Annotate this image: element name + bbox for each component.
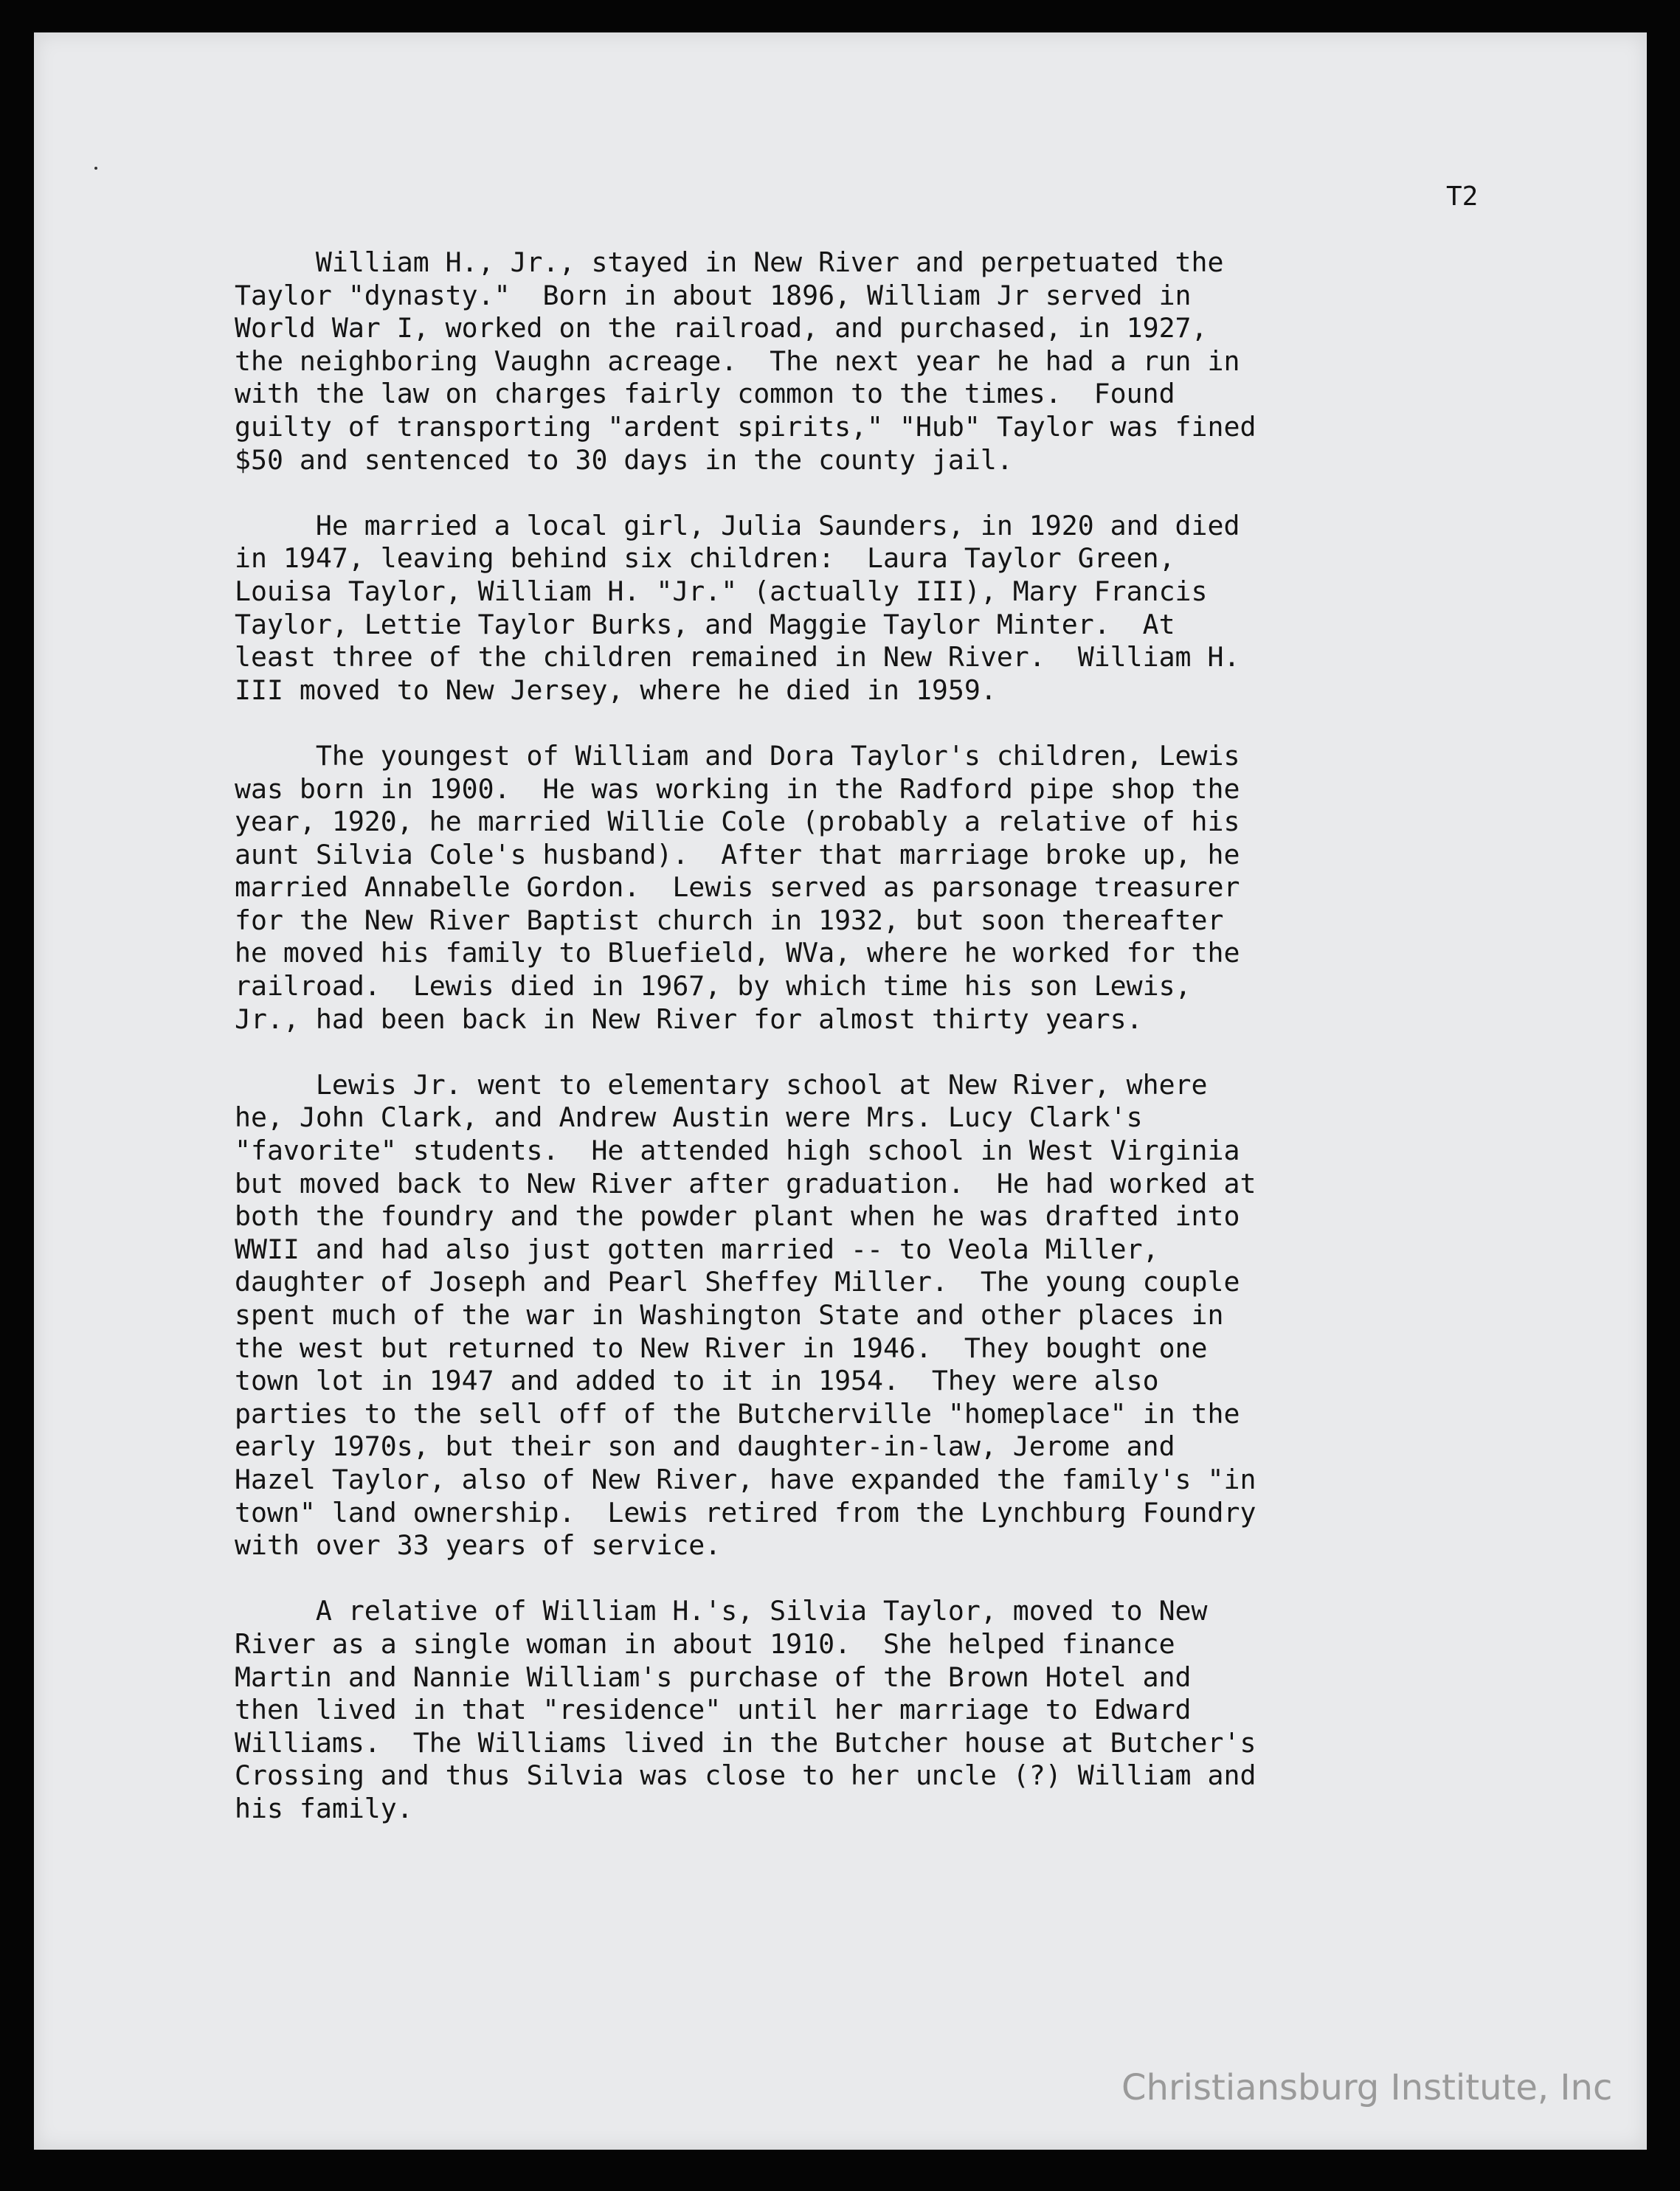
text-line: with the law on charges fairly common to the times. Found	[235, 378, 1175, 410]
paragraph	[235, 246, 1504, 477]
text-line: early 1970s, but their son and daughter-in-law, Jerome and	[235, 1430, 1175, 1463]
text-line: Taylor "dynasty." Born in about 1896, William Jr served in	[235, 279, 1192, 311]
text-line: in 1947, leaving behind six children: Laura Taylor Green,	[235, 542, 1175, 575]
text-line: parties to the sell off of the Butcherville "homeplace" in the	[235, 1397, 1240, 1430]
text-line: the neighboring Vaughn acreage. The next year he had a run in	[235, 345, 1240, 377]
text-line: He married a local girl, Julia Saunders, in 1920 and died	[235, 509, 1240, 541]
text-line: Taylor, Lettie Taylor Burks, and Maggie Taylor Minter. At	[235, 608, 1175, 640]
text-line: he moved his family to Bluefield, WVa, where he worked for the	[235, 937, 1240, 969]
text-line: Lewis Jr. went to elementary school at New River, where	[235, 1068, 1208, 1101]
text-line: Martin and Nannie William's purchase of the Brown Hotel and	[235, 1661, 1192, 1693]
text-line: World War I, worked on the railroad, and purchased, in 1927,	[235, 312, 1208, 345]
text-line: then lived in that "residence" until her marriage to Edward	[235, 1694, 1192, 1726]
text-line: Hazel Taylor, also of New River, have expanded the family's "in	[235, 1463, 1256, 1495]
text-line: he, John Clark, and Andrew Austin were Mrs. Lucy Clark's	[235, 1101, 1143, 1134]
text-line: $50 and sentenced to 30 days in the county jail.	[235, 443, 1013, 476]
text-line: for the New River Baptist church in 1932, but soon thereafter	[235, 904, 1224, 936]
text-line: Louisa Taylor, William H. "Jr." (actually III), Mary Francis	[235, 575, 1208, 607]
paper-speck	[94, 167, 97, 170]
page-number: T2	[1446, 181, 1479, 212]
text-line: "favorite" students. He attended high school in West Virginia	[235, 1135, 1240, 1167]
text-line: daughter of Joseph and Pearl Sheffey Miller. The young couple	[235, 1266, 1240, 1298]
text-line: William H., Jr., stayed in New River and perpetuated the	[235, 246, 1224, 278]
text-line: spent much of the war in Washington State and other places in	[235, 1299, 1224, 1331]
text-line: railroad. Lewis died in 1967, by which time his son Lewis,	[235, 970, 1192, 1003]
watermark: Christiansburg Institute, Inc	[1121, 2067, 1613, 2108]
text-line: WWII and had also just gotten married -- to Veola Miller,	[235, 1233, 1159, 1265]
text-line: least three of the children remained in New River. William H.	[235, 641, 1240, 674]
text-line: Crossing and thus Silvia was close to her uncle (?) William and	[235, 1759, 1256, 1792]
text-line: A relative of William H.'s, Silvia Taylor, moved to New	[235, 1595, 1208, 1627]
text-line: town" land ownership. Lewis retired from the Lynchburg Foundry	[235, 1496, 1256, 1529]
text-line: Williams. The Williams lived in the Butcher house at Butcher's	[235, 1726, 1256, 1759]
text-line: The youngest of William and Dora Taylor's children, Lewis	[235, 739, 1240, 772]
text-line: guilty of transporting "ardent spirits," "Hub" Taylor was fined	[235, 410, 1256, 443]
text-line: Jr., had been back in New River for almost thirty years.	[235, 1003, 1143, 1035]
text-line: aunt Silvia Cole's husband). After that marriage broke up, he	[235, 838, 1240, 870]
text-line: town lot in 1947 and added to it in 1954. They were also	[235, 1365, 1159, 1397]
paragraph	[235, 1069, 1504, 1562]
text-line: year, 1920, he married Willie Cole (probably a relative of his	[235, 806, 1240, 838]
document-body	[235, 246, 1504, 1858]
text-line: both the foundry and the powder plant when he was drafted into	[235, 1200, 1240, 1233]
paragraph	[235, 740, 1504, 1036]
text-line: but moved back to New River after graduation. He had worked at	[235, 1167, 1256, 1200]
text-line: married Annabelle Gordon. Lewis served as parsonage treasurer	[235, 871, 1240, 904]
text-line: was born in 1900. He was working in the Radford pipe shop the	[235, 772, 1240, 805]
text-line: with over 33 years of service.	[235, 1529, 722, 1562]
paragraph	[235, 1595, 1504, 1825]
text-line: III moved to New Jersey, where he died in 1959.	[235, 674, 997, 706]
paragraph	[235, 510, 1504, 707]
text-line: River as a single woman in about 1910. She helped finance	[235, 1627, 1175, 1660]
text-line: the west but returned to New River in 1946. They bought one	[235, 1332, 1208, 1364]
text-line: his family.	[235, 1792, 413, 1824]
